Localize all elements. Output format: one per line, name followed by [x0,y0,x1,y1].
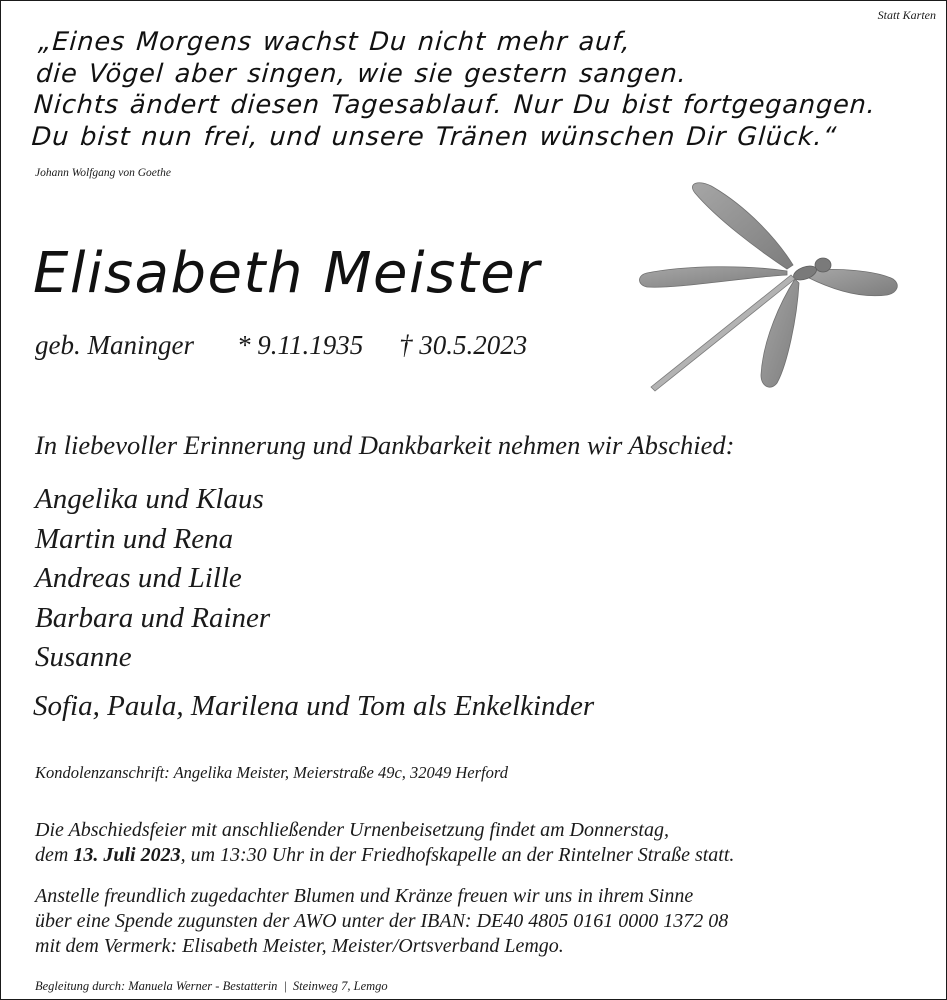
deceased-name: Elisabeth Meister [33,241,541,306]
ceremony-date: 13. Juli 2023 [73,844,181,866]
quote-line: Du bist nun frei, und unsere Tränen wünschen Dir Glück.“ [30,121,838,152]
list-item: Martin und Rena [35,522,234,555]
ceremony-info [35,818,734,868]
grandchildren-line: Sofia, Paula, Marilena und Tom als Enkelkinder [33,690,595,722]
donation-line: über eine Spende zugunsten der AWO unter der IBAN: DE40 4805 0161 0000 1372 08 [35,910,729,932]
undertaker-name: Begleitung durch: Manuela Werner - Bestatterin [35,979,278,993]
quote-line: „Eines Morgens wachst Du nicht mehr auf, [37,27,632,57]
donation-info [35,884,728,959]
mourner-list [35,480,270,678]
donation-line: Anstelle freundlich zugedachter Blumen und Kränze freuen wir uns in ihrem Sinne [35,885,694,907]
death-date: † 30.5.2023 [399,330,528,360]
donation-line: mit dem Vermerk: Elisabeth Meister, Meister/Ortsverband Lemgo. [35,935,564,957]
quote-line: die Vögel aber singen, wie sie gestern sangen. [35,58,688,89]
ceremony-suffix: , um 13:30 Uhr in der Friedhofskapelle an der Rintelner Straße statt. [180,844,735,866]
farewell-intro: In liebevoller Erinnerung und Dankbarkeit nehmen wir Abschied: [35,430,735,460]
quote-line: Nichts ändert diesen Tagesablauf. Nur Du bist fortgegangen. [32,90,877,120]
list-item: Barbara und Rainer [35,601,271,634]
goethe-quote [31,27,882,153]
list-item: Angelika und Klaus [35,483,264,515]
footer-separator: | [283,979,287,993]
undertaker-address: Steinweg 7, Lemgo [292,979,388,993]
list-item: Andreas und Lille [35,562,242,594]
statt-karten-label: Statt Karten [877,8,936,22]
undertaker-footer [35,979,388,994]
life-dates [35,330,527,361]
dragonfly-icon [637,179,901,399]
maiden-name: geb. Maninger [35,330,194,360]
ceremony-line [35,843,734,868]
condolence-address: Kondolenzanschrift: Angelika Meister, Meierstraße 49c, 32049 Herford [35,763,508,782]
ceremony-line: Die Abschiedsfeier mit anschließender Urnenbeisetzung findet am Donnerstag, [35,819,669,841]
quote-author: Johann Wolfgang von Goethe [35,167,171,179]
list-item: Susanne [35,641,132,673]
birth-date: * 9.11.1935 [237,330,364,360]
ceremony-prefix: dem [35,844,74,866]
dragonfly-wings [640,183,898,387]
